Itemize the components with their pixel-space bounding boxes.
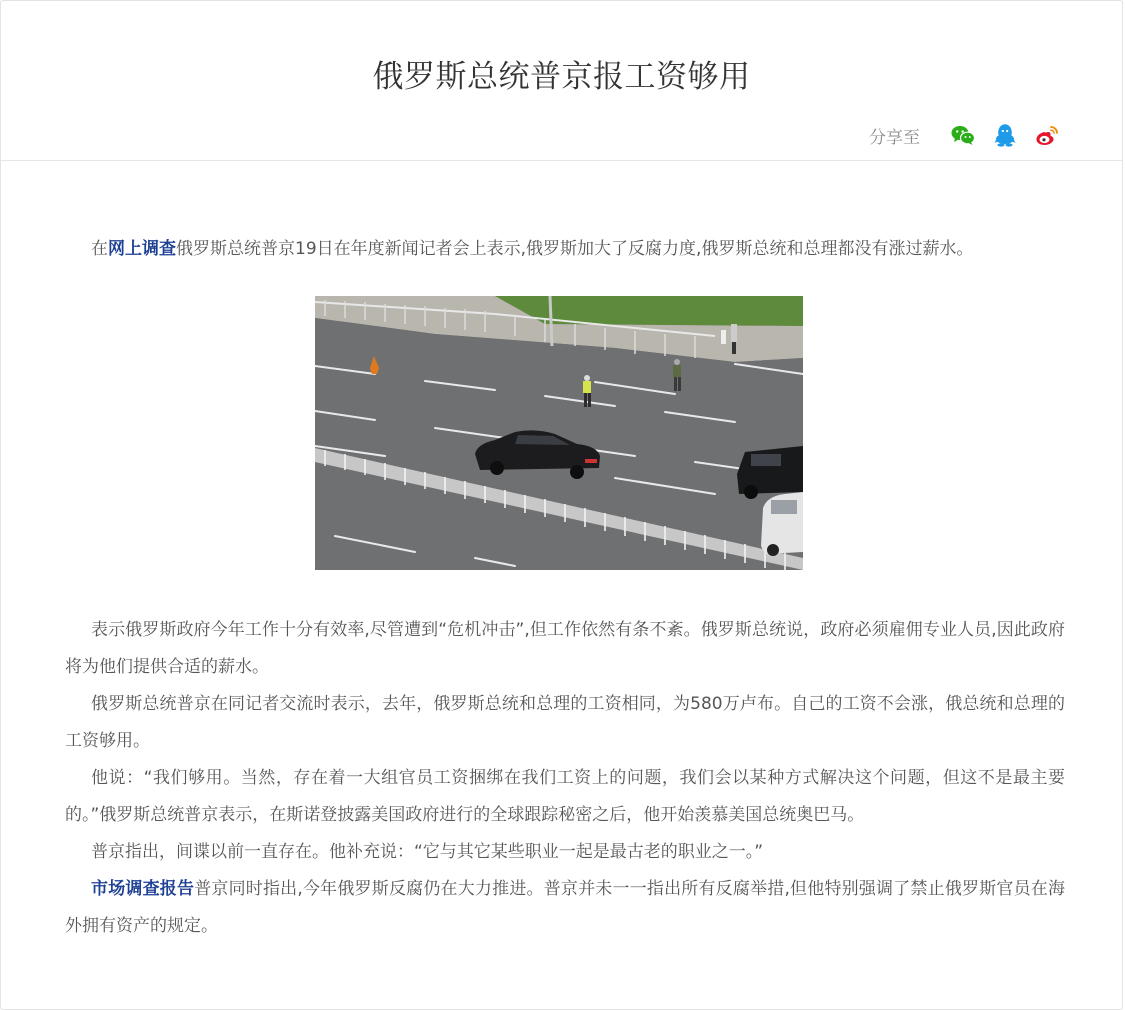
last-paragraph	[65, 871, 1065, 945]
wechat-icon[interactable]	[950, 122, 976, 148]
intro-prefix: 在	[91, 239, 108, 259]
intro-paragraph	[65, 231, 1065, 268]
body-paragraph: 表示俄罗斯政府今年工作十分有效率,尽管遭到“危机冲击”,但工作依然有条不紊。俄罗斯总统说，政府必须雇佣专业人员,因此政府将为他们提供合适的薪水。	[65, 620, 1065, 677]
weibo-icon[interactable]	[1034, 122, 1060, 148]
page-title: 俄罗斯总统普京报工资够用	[372, 59, 751, 95]
keyword-link-online-survey[interactable]: 网上调查	[108, 239, 176, 259]
qq-icon[interactable]	[992, 122, 1018, 148]
intro-text: 俄罗斯总统普京19日在年度新闻记者会上表示,俄罗斯加大了反腐力度,俄罗斯总统和总理都没有涨过薪水。	[176, 239, 974, 259]
share-bar	[869, 122, 1060, 148]
article-paragraphs	[65, 612, 1065, 945]
article-header	[1, 1, 1122, 161]
keyword-link-market-report[interactable]: 市场调查报告	[91, 879, 195, 899]
article-photo	[315, 296, 803, 570]
share-label: 分享至	[869, 127, 920, 148]
motorcade-street-image	[315, 296, 803, 570]
body-paragraph: 普京指出，间谍以前一直存在。他补充说：“它与其它某些职业一起是最古老的职业之一。”	[91, 842, 764, 862]
body-paragraph: 他说：“我们够用。当然，存在着一大组官员工资捆绑在我们工资上的问题，我们会以某种方式解决这个问题，但这不是最主要的。”俄罗斯总统普京表示，在斯诺登披露美国政府进行的全球跟踪秘密之后，他开始羡慕美国总统奥巴马。	[65, 768, 1065, 825]
article-body	[65, 231, 1065, 945]
body-paragraph: 俄罗斯总统普京在同记者交流时表示，去年，俄罗斯总统和总理的工资相同，为580万卢布。自己的工资不会涨，俄总统和总理的工资够用。	[65, 694, 1065, 751]
last-paragraph-text: 普京同时指出,今年俄罗斯反腐仍在大力推进。普京并未一一指出所有反腐举措,但他特别强调了禁止俄罗斯官员在海外拥有资产的规定。	[65, 879, 1066, 936]
